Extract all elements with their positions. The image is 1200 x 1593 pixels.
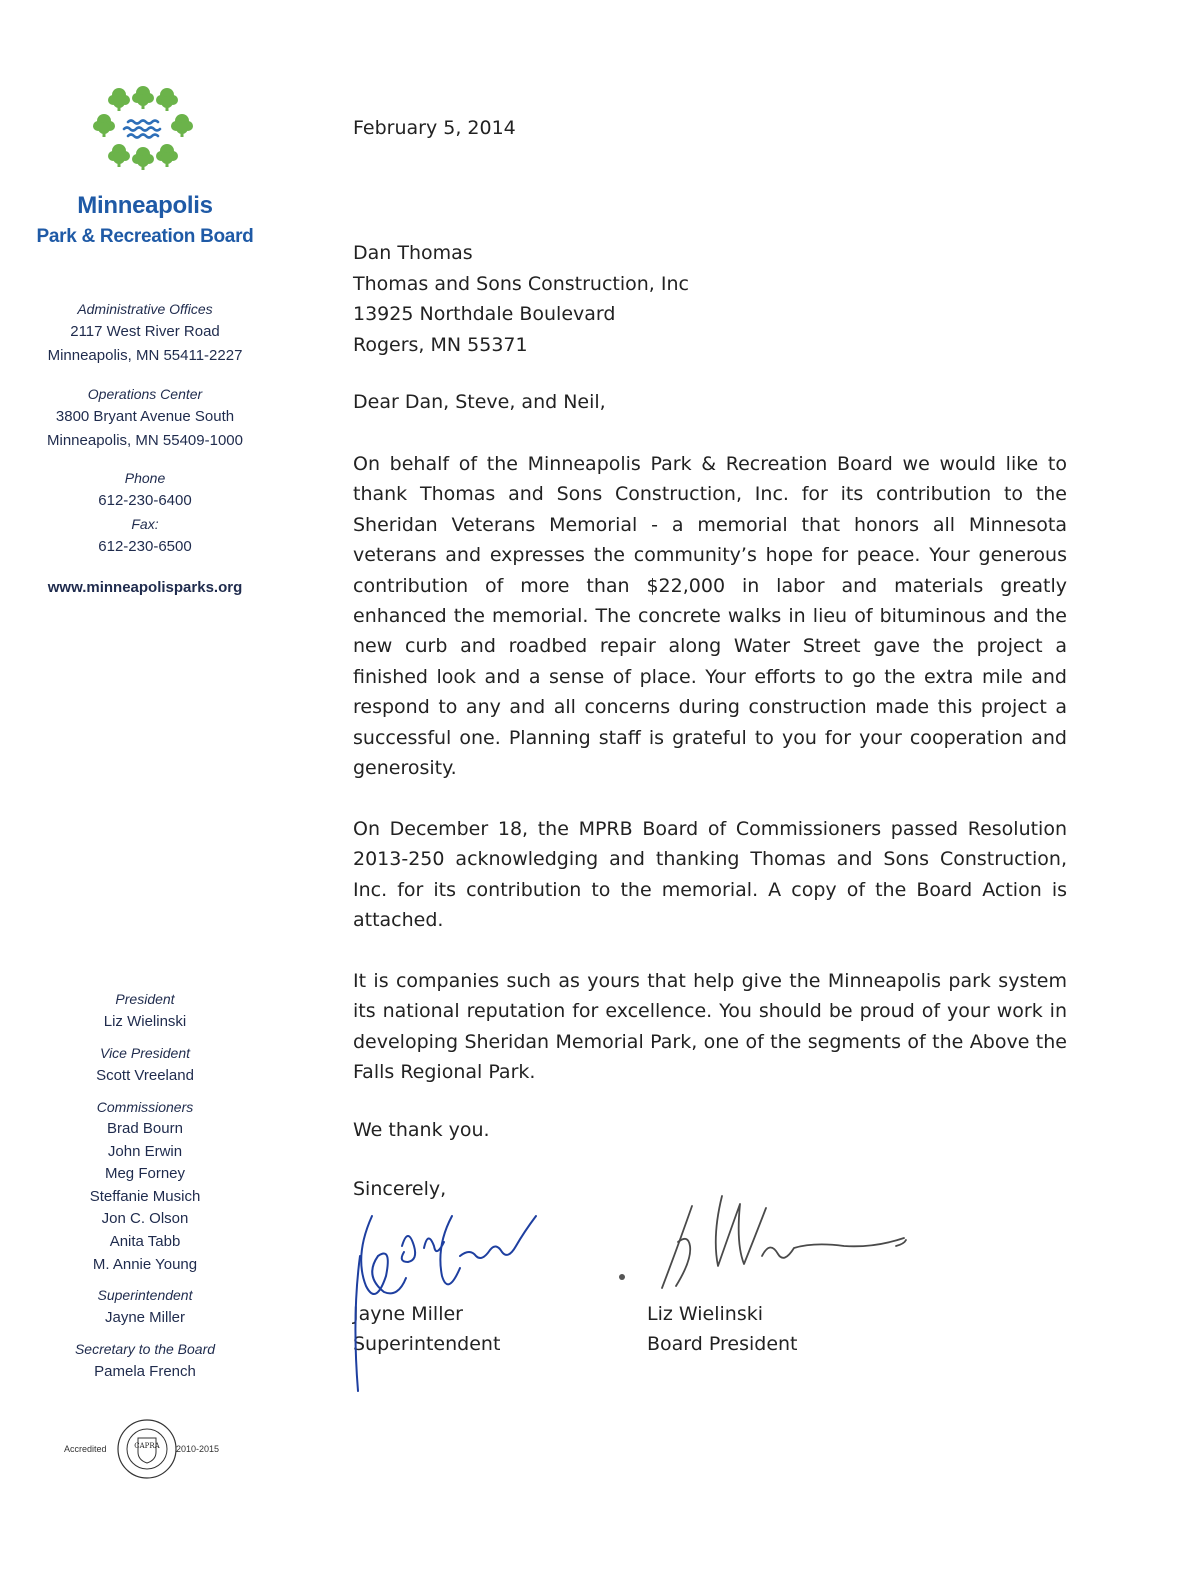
signer-name: Liz Wielinski <box>647 1303 763 1325</box>
accreditation-years: 2010-2015 <box>176 1444 220 1454</box>
superintendent-label: Superintendent <box>97 1287 193 1304</box>
fax-number: 612-230-6500 <box>98 538 192 555</box>
commissioner-name: Steffanie Musich <box>89 1187 201 1205</box>
signer-name: Jayne Miller <box>353 1303 463 1325</box>
salutation: Dear Dan, Steve, and Neil, <box>353 391 606 413</box>
contact-block <box>0 467 290 559</box>
capra-seal-icon <box>116 1418 178 1480</box>
commissioner-name: M. Annie Young <box>92 1255 198 1273</box>
capra-accreditation <box>60 1418 240 1478</box>
commissioner-name: Jon C. Olson <box>101 1210 189 1228</box>
website-link[interactable]: www.minneapolisparks.org <box>47 579 243 596</box>
vice-president-name: Scott Vreeland <box>96 1067 194 1084</box>
accredited-label: Accredited <box>64 1444 107 1454</box>
website-block <box>0 576 290 600</box>
commissioner-name: Anita Tabb <box>109 1232 181 1250</box>
commissioner-name: Meg Forney <box>104 1165 186 1183</box>
admin-offices-block <box>0 298 290 368</box>
phone-label: Phone <box>124 470 166 486</box>
capra-seal-text: CAPRA <box>134 1442 160 1450</box>
superintendent-name: Jayne Miller <box>104 1309 186 1327</box>
commissioner-name: Brad Bourn <box>107 1120 183 1137</box>
signer-title: Superintendent <box>353 1333 501 1355</box>
ops-address-line1: 3800 Bryant Avenue South <box>55 408 235 425</box>
signature-liz-wielinski-icon <box>612 1186 912 1316</box>
signature-jayne-miller-icon <box>342 1186 552 1401</box>
admin-address-line1: 2117 West River Road <box>70 323 220 340</box>
secretary-label: Secretary to the Board <box>74 1341 216 1358</box>
paragraph-2: On December 18, the MPRB Board of Commissioners passed Resolution 2013-250 acknowledging and thanking Thomas and Sons Construction, Inc. for its contribution to the memorial. A copy of the Board Action is attached. <box>353 818 1067 932</box>
board-roster <box>0 988 290 1384</box>
org-subname: Park & Recreation Board <box>36 226 254 247</box>
thanks-line: We thank you. <box>353 1119 490 1141</box>
admin-offices-label: Administrative Offices <box>77 301 213 317</box>
fax-label: Fax: <box>131 516 159 532</box>
recipient-name: Dan Thomas <box>353 242 473 264</box>
president-name: Liz Wielinski <box>103 1013 187 1030</box>
paragraph-1: On behalf of the Minneapolis Park & Recreation Board we would like to thank Thomas and Sons Construction, Inc. for its contribution to the Sheridan Veterans Memorial - a memorial that honors all Minnesota veterans and expresses the community’s hope for peace. Your generous contribution of more than $22,000 in labor and materials greatly enhanced the memorial. The concrete walks in lieu of bituminous and the new curb and roadbed repair along Water Street gave the project a finished look and a sense of place. Your efforts to go the extra mile and respond to any and all concerns during construction made this project a successful one. Planning staff is grateful to you for your cooperation and generosity. <box>353 453 1067 780</box>
signer-title: Board President <box>647 1333 798 1355</box>
admin-address-line2: Minneapolis, MN 55411-2227 <box>47 347 243 364</box>
operations-center-block <box>0 383 290 453</box>
letter-date: February 5, 2014 <box>353 117 516 139</box>
closing: Sincerely, <box>353 1178 447 1200</box>
org-name: Minneapolis <box>77 192 213 219</box>
recipient-address <box>353 238 689 360</box>
paragraph-3: It is companies such as yours that help give the Minneapolis park system its national reputation for excellence. You should be proud of your work in developing Sheridan Memorial Park, one of the segments of the Above the Falls Regional Park. <box>353 970 1067 1084</box>
recipient-city: Rogers, MN 55371 <box>353 333 528 356</box>
secretary-name: Pamela French <box>94 1363 196 1381</box>
vice-president-label: Vice President <box>99 1045 190 1061</box>
commissioners-label: Commissioners <box>96 1099 194 1115</box>
mprb-logo-icon <box>92 84 194 186</box>
recipient-company: Thomas and Sons Construction, Inc <box>353 272 689 295</box>
letterhead-sidebar <box>0 0 290 1593</box>
ops-center-label: Operations Center <box>87 386 203 402</box>
commissioner-name: John Erwin <box>107 1142 183 1160</box>
ops-address-line2: Minneapolis, MN 55409-1000 <box>47 432 243 449</box>
recipient-street: 13925 Northdale Boulevard <box>353 303 616 325</box>
president-label: President <box>115 991 175 1007</box>
phone-number: 612-230-6400 <box>98 492 192 509</box>
